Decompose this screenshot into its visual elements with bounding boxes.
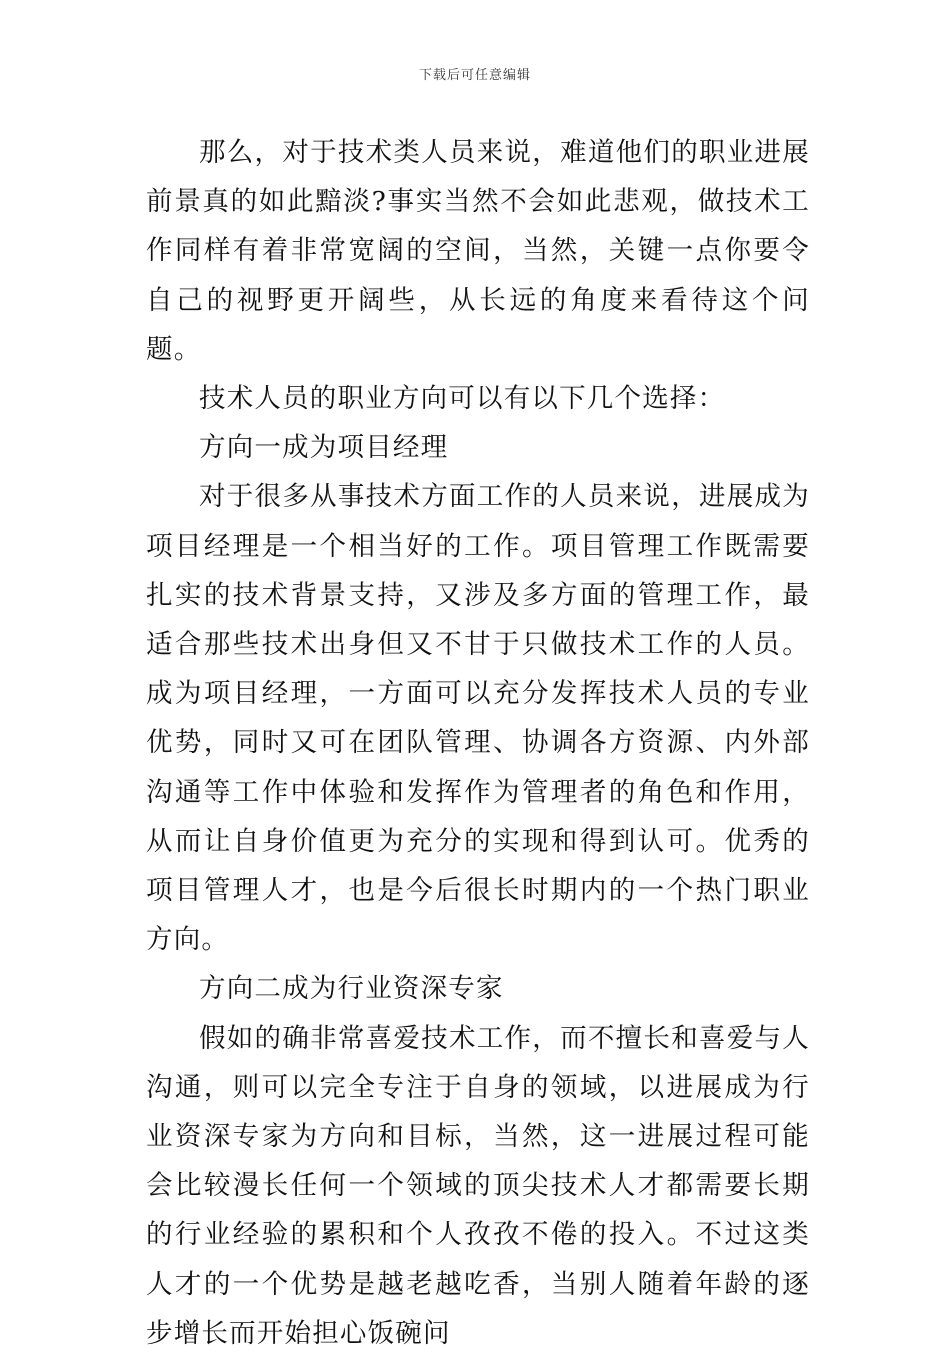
heading-direction-two: 方向二成为行业资深专家 (199, 973, 504, 1005)
paragraph-career-outlook: 那么，对于技术类人员来说，难道他们的职业进展前景真的如此黯淡?事实当然不会如此悲观，做技术工作同样有着非常宽阔的空间，当然，关键一点你要令自己的视野更开阔些，从长远的角度来看待这个问题。 (146, 137, 810, 365)
paragraph-direction-intro: 技术人员的职业方向可以有以下几个选择： (199, 383, 726, 415)
header-note: 下载后可任意编辑 (418, 68, 531, 83)
paragraph-project-manager: 对于很多从事技术方面工作的人员来说，进展成为项目经理是一个相当好的工作。项目管理工作既需要扎实的技术背景支持，又涉及多方面的管理工作，最适合那些技术出身但又不甘于只做技术工作的人员。成为项目经理，一方面可以充分发挥技术人员的专业优势，同时又可在团队管理、协调各方资源、内外部沟通等工作中体验和发挥作为管理者的角色和作用，从而让自身价值更为充分的实现和得到认可。优秀的项目管理人才，也是今后很长时期内的一个热门职业方向。 (146, 481, 810, 956)
paragraph-industry-expert: 假如的确非常喜爱技术工作，而不擅长和喜爱与人沟通，则可以完全专注于自身的领域，以进展成为行业资深专家为方向和目标，当然，这一进展过程可能会比较漫长任何一个领域的顶尖技术人才都需要长期的行业经验的累积和个人孜孜不倦的投入。不过这类人才的一个优势是越老越吃香，当别人随着年龄的逐步增长而开始担心饭碗问 (146, 1022, 810, 1349)
heading-direction-one: 方向一成为项目经理 (199, 432, 449, 464)
document-body (146, 128, 810, 1358)
